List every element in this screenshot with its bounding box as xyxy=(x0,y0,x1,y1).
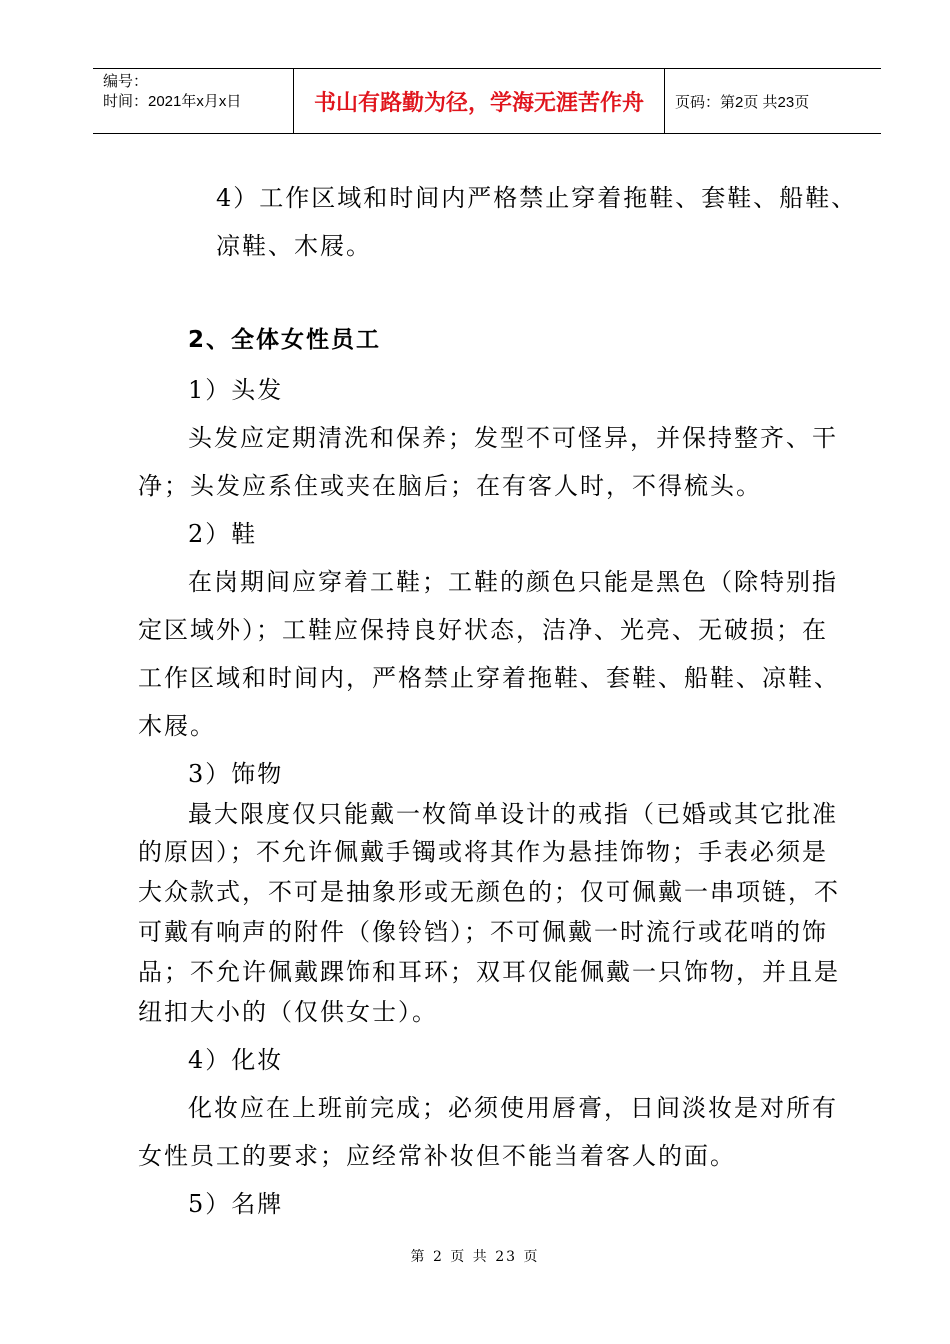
header-page-number: 页码：第2页 共23页 xyxy=(675,93,810,111)
paragraph-line: 定区域外）；工鞋应保持良好状态，洁净、光亮、无破损；在 xyxy=(138,616,828,644)
subsection-title: 3）饰物 xyxy=(188,760,284,788)
paragraph-line: 4）工作区域和时间内严格禁止穿着拖鞋、套鞋、船鞋、 xyxy=(216,184,858,212)
paragraph-line: 最大限度仅只能戴一枚简单设计的戒指（已婚或其它批准 xyxy=(188,800,838,828)
paragraph-line: 大众款式，不可是抽象形或无颜色的；仅可佩戴一串项链，不 xyxy=(138,878,840,906)
paragraph-line: 的原因）；不允许佩戴手镯或将其作为悬挂饰物；手表必须是 xyxy=(138,838,828,866)
section-heading: 2、全体女性员工 xyxy=(188,327,382,353)
subsection-title: 1）头发 xyxy=(188,376,284,404)
paragraph-line: 在岗期间应穿着工鞋；工鞋的颜色只能是黑色（除特别指 xyxy=(188,568,838,596)
page-footer: 第 2 页 共 23 页 xyxy=(410,1249,540,1265)
page-header xyxy=(93,68,881,134)
subsection-title: 2）鞋 xyxy=(188,520,258,548)
paragraph-line: 凉鞋、木屐。 xyxy=(216,232,372,260)
paragraph-line: 可戴有响声的附件（像铃铛）；不可佩戴一时流行或花哨的饰 xyxy=(138,918,828,946)
header-info xyxy=(93,69,293,133)
paragraph-line: 头发应定期清洗和保养；发型不可怪异，并保持整齐、干 xyxy=(188,424,838,452)
paragraph-line: 木屐。 xyxy=(138,712,216,740)
paragraph-line: 化妆应在上班前完成；必须使用唇膏，日间淡妆是对所有 xyxy=(188,1094,838,1122)
document-time-label: 时间：2021年x月x日 xyxy=(103,93,242,110)
document-number-label: 编号： xyxy=(103,73,149,90)
paragraph-line: 净；头发应系住或夹在脑后；在有客人时，不得梳头。 xyxy=(138,472,762,500)
paragraph-line: 纽扣大小的（仅供女士）。 xyxy=(138,998,438,1026)
paragraph-line: 工作区域和时间内，严格禁止穿着拖鞋、套鞋、船鞋、凉鞋、 xyxy=(138,664,840,692)
paragraph-line: 女性员工的要求；应经常补妆但不能当着客人的面。 xyxy=(138,1142,736,1170)
header-motto: 书山有路勤为径，学海无涯苦作舟 xyxy=(293,69,665,133)
paragraph-line: 品；不允许佩戴踝饰和耳环；双耳仅能佩戴一只饰物，并且是 xyxy=(138,958,840,986)
subsection-title: 5）名牌 xyxy=(188,1190,284,1218)
subsection-title: 4）化妆 xyxy=(188,1046,284,1074)
